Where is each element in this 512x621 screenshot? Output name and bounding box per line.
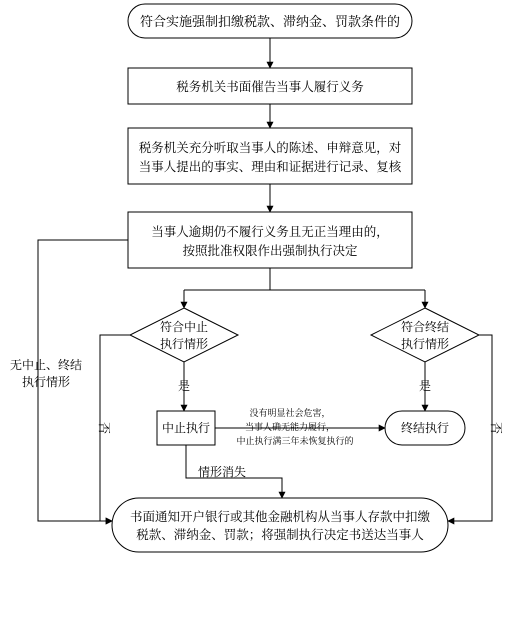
suspend-label: 中止执行	[161, 421, 211, 435]
arrow-terminate-no	[448, 335, 492, 521]
hearing-label-line2: 当事人提出的事实、理由和证据进行记录、复核	[138, 159, 402, 174]
decision-making-label-line2: 按照批准权限作出强制执行决定	[182, 243, 358, 258]
terminate-label: 终结执行	[400, 421, 450, 435]
suspend-decision-diamond	[130, 308, 238, 362]
final-node	[112, 498, 448, 552]
suspend-to-terminate-line3: 中止执行满三年未恢复执行的	[236, 437, 354, 447]
final-label-line2: 税款、滞纳金、罚款；将强制执行决定书送达当事人	[136, 527, 424, 542]
terminate-diamond-label-line2: 执行情形	[400, 337, 450, 351]
yes-label-right: 是	[418, 379, 432, 393]
suspend-to-terminate-line2: 当事人确无能力履行，	[244, 423, 336, 433]
terminate-decision-diamond	[371, 308, 479, 362]
final-label-line1: 书面通知开户银行或其他金融机构从当事人存款中扣缴	[129, 509, 431, 524]
left-branch-label-line1: 无中止、终结	[9, 358, 83, 372]
suspend-diamond-label-line1: 符合中止	[159, 320, 209, 334]
yes-label-left: 是	[177, 379, 191, 393]
suspend-to-terminate-line1: 没有明显社会危害，	[249, 409, 331, 419]
start-label: 符合实施强制扣缴税款、滞纳金、罚款条件的	[139, 15, 401, 30]
resume-label: 情形消失	[198, 465, 247, 479]
decision-making-label-line1: 当事人逾期仍不履行义务且无正当理由的，	[151, 224, 389, 239]
notice-label: 税务机关书面催告当事人履行义务	[176, 79, 364, 94]
no-label-right: 否	[489, 421, 503, 435]
terminate-diamond-label-line1: 符合终结	[400, 320, 450, 334]
hearing-label-line1: 税务机关充分听取当事人的陈述、申辩意见，对	[138, 140, 402, 155]
suspend-diamond-label-line2: 执行情形	[159, 337, 209, 351]
hearing-node	[128, 128, 412, 184]
left-branch-label-line2: 执行情形	[21, 375, 71, 389]
no-label-left: 否	[97, 421, 111, 435]
decision-making-node	[128, 212, 412, 268]
